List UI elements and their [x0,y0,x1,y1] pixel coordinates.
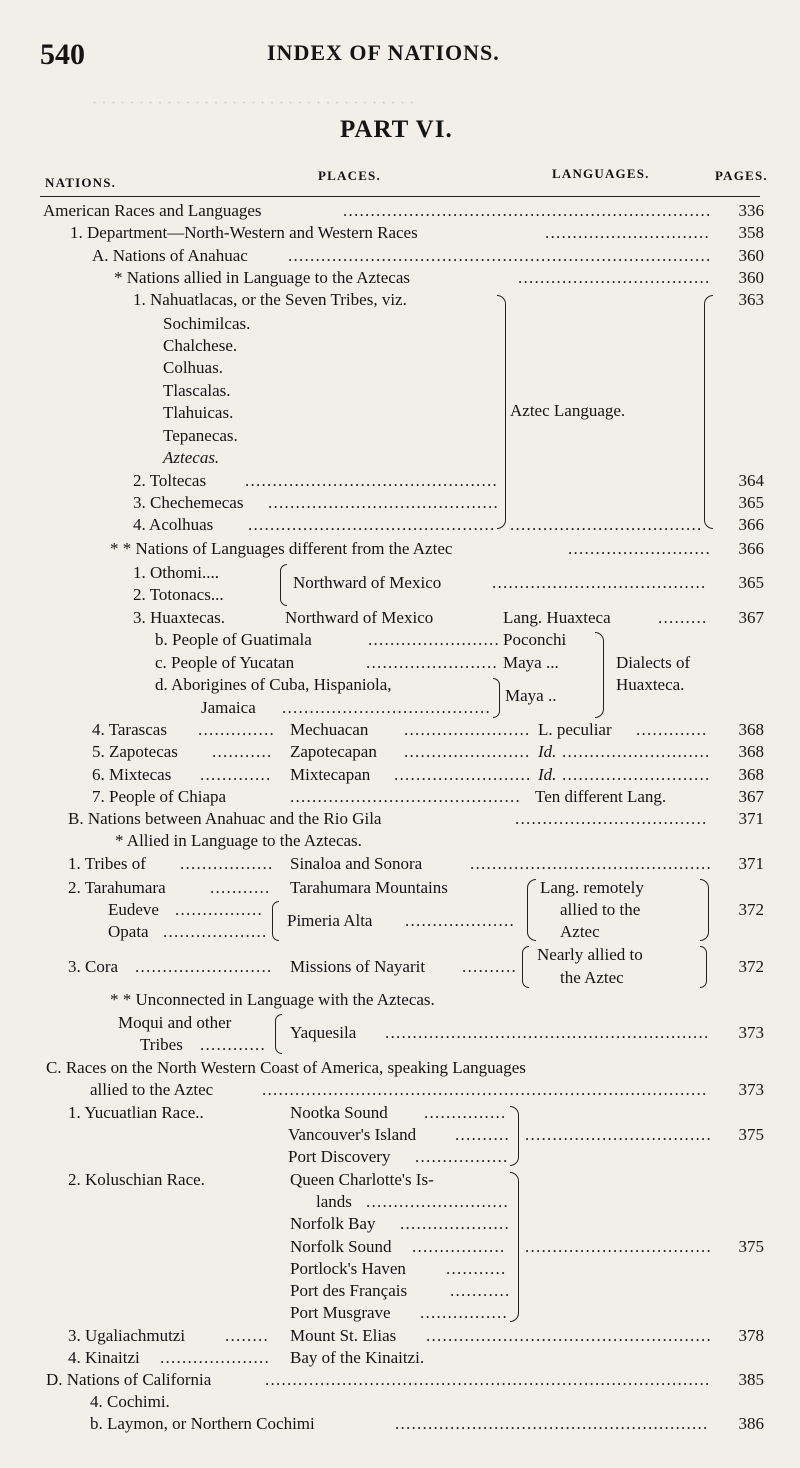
entry-tarascas: 4. Tarascas [92,720,167,739]
leader-dots [265,1369,710,1391]
bleed-through-text: · · · · · · · · · · · · · · · · · · · · · · · · · · · · · · · · · · · [92,95,415,112]
leader-dots [412,1236,508,1258]
page-ref: 368 [738,742,764,761]
leader-dots [248,514,497,536]
column-header-nations: NATIONS. [45,175,117,190]
leader-dots [404,719,529,741]
leader-dots [525,1124,710,1146]
page-ref: 366 [738,515,764,534]
place-port-musgrave: Port Musgrave [290,1303,391,1322]
entry-chechemecas: 3. Chechemecas [133,493,244,512]
leader-dots [568,538,710,560]
leader-dots [462,956,517,978]
language-peculiar: L. peculiar [538,720,612,739]
leader-dots [282,697,490,719]
brace [497,295,506,529]
leader-dots [455,1124,508,1146]
page-ref: 360 [738,246,764,265]
leader-dots [545,222,710,244]
entry-cora: 3. Cora [68,957,119,976]
leader-dots [200,1034,268,1056]
leader-dots [198,719,273,741]
column-header-pages: PAGES. [715,168,768,183]
leader-dots [175,899,265,921]
page-ref: 366 [738,539,764,558]
entry-othomi: 1. Othomi.... [133,563,219,582]
leader-dots [180,853,272,875]
page-ref: 336 [738,201,764,220]
leader-dots [200,764,272,786]
page-ref: 363 [738,290,764,309]
entry-races-nw-2: allied to the Aztec [90,1080,214,1099]
column-header-places: PLACES. [318,168,381,183]
leader-dots [262,1079,710,1101]
brace [272,901,279,941]
place-northward: Northward of Mexico [285,608,434,627]
leader-dots [450,1280,508,1302]
entry-rio-gila: B. Nations between Anahuac and the Rio Gila [68,809,382,828]
language-ten-different: Ten different Lang. [535,787,667,806]
place-yaquesila: Yaquesila [290,1023,357,1042]
page-ref: 365 [738,573,764,592]
leader-dots [400,1213,508,1235]
leader-dots [210,877,272,899]
leader-dots [268,492,497,514]
place-pimeria: Pimeria Alta [287,911,373,930]
page-ref: 360 [738,268,764,287]
place-mount-st-elias: Mount St. Elias [290,1326,397,1345]
entry-anahuac: A. Nations of Anahuac [92,246,248,265]
place-bay-kinaitzi: Bay of the Kinaitzi. [290,1348,425,1367]
brace [510,1172,519,1322]
place-tarahumara-mountains: Tarahumara Mountains [290,878,448,897]
entry-laymon: b. Laymon, or Northern Cochimi [90,1414,315,1433]
entry-moqui: Moqui and other [118,1013,232,1032]
page-ref: 365 [738,493,764,512]
page-ref: 373 [738,1023,764,1042]
leader-dots [562,764,710,786]
leader-dots [163,921,265,943]
leader-dots [420,1302,508,1324]
leader-dots [343,200,710,222]
tribe-tlahuicas: Tlahuicas. [163,403,234,422]
language-id: Id. [538,742,557,761]
place-port-discovery: Port Discovery [288,1147,391,1166]
place-norfolk-sound: Norfolk Sound [290,1237,392,1256]
header-rule [40,196,760,197]
place-vancouver: Vancouver's Island [288,1125,417,1144]
page-ref: 375 [738,1125,764,1144]
entry-american-races: American Races and Languages [43,201,262,220]
page-ref: 358 [738,223,764,242]
brace [510,1106,519,1166]
entry-different-languages: * * Nations of Languages different from the Aztec [110,539,453,558]
page-ref: 367 [738,608,764,627]
language-maya-2: Maya .. [505,686,557,705]
leader-dots [366,652,498,674]
brace [700,879,709,941]
running-title: INDEX OF NATIONS. [267,40,500,65]
place-port-des-francais: Port des Français [290,1281,408,1300]
page-ref: 372 [738,957,764,976]
dialects-label: Dialects of [616,653,691,672]
entry-huaxtecas: 3. Huaxtecas. [133,608,226,627]
page-ref: 375 [738,1237,764,1256]
entry-aborigines: d. Aborigines of Cuba, Hispaniola, [155,675,392,694]
entry-tribes-of: 1. Tribes of [68,854,146,873]
brace [595,632,604,718]
leader-dots [562,741,710,763]
page-ref: 373 [738,1080,764,1099]
place-queen-charlotte-2: lands [316,1192,352,1211]
language-remotely-3: Aztec [560,922,600,941]
brace [700,946,707,988]
tribe-colhuas: Colhuas. [163,358,223,377]
leader-dots [385,1022,710,1044]
entry-opata: Opata [108,922,149,941]
brace [275,1014,282,1054]
aztec-language: Aztec Language. [510,401,626,420]
place-missions: Missions of Nayarit [290,957,426,976]
language-nearly-allied: Nearly allied to [537,945,643,964]
place-northward: Northward of Mexico [293,573,442,592]
leader-dots [405,910,515,932]
place-mixtecapan: Mixtecapan [290,765,371,784]
brace [522,946,529,988]
tribe-tlascalas: Tlascalas. [163,381,231,400]
entry-ugaliachmutzi: 3. Ugaliachmutzi [68,1326,186,1345]
entry-acolhuas: 4. Acolhuas [133,515,214,534]
leader-dots [135,956,272,978]
leader-dots [395,1413,710,1435]
page-ref: 368 [738,765,764,784]
entry-eudeve: Eudeve [108,900,159,919]
leader-dots [366,1191,508,1213]
language-remotely-2: allied to the [560,900,641,919]
leader-dots [288,245,710,267]
entry-kinaitzi: 4. Kinaitzi [68,1348,140,1367]
brace [704,295,713,529]
leader-dots [426,1325,710,1347]
page-ref: 371 [738,809,764,828]
place-nootka: Nootka Sound [290,1103,388,1122]
entry-guatimala: b. People of Guatimala [155,630,312,649]
page-ref: 371 [738,854,764,873]
entry-yucuatlian: 1. Yucuatlian Race.. [68,1103,204,1122]
entry-chiapa: 7. People of Chiapa [92,787,227,806]
entry-department: 1. Department—North-Western and Western Races [70,223,418,242]
page-ref: 364 [738,471,764,490]
leader-dots [658,607,710,629]
entry-races-nw: C. Races on the North Western Coast of America, speaking Languages [46,1058,526,1077]
language-huaxteca: Lang. Huaxteca [503,608,611,627]
page-number: 540 [40,38,85,71]
entry-nahuatlacas: 1. Nahuatlacas, or the Seven Tribes, viz. [133,290,407,309]
leader-dots [518,267,710,289]
entry-yucatan: c. People of Yucatan [155,653,295,672]
place-sinaloa: Sinaloa and Sonora [290,854,423,873]
brace [527,879,536,941]
entry-zapotecas: 5. Zapotecas [92,742,178,761]
leader-dots [404,741,529,763]
entry-totonacs: 2. Totonacs... [133,585,224,604]
tribe-chalchese: Chalchese. [163,336,238,355]
page-ref: 378 [738,1326,764,1345]
entry-koluschian: 2. Koluschian Race. [68,1170,205,1189]
leader-dots [424,1102,508,1124]
place-portlock: Portlock's Haven [290,1259,406,1278]
place-mechuacan: Mechuacan [290,720,369,739]
entry-toltecas: 2. Toltecas [133,471,207,490]
language-maya: Maya ... [503,653,559,672]
entry-tarahumara: 2. Tarahumara [68,878,166,897]
entry-allied-aztecas: * Nations allied in Language to the Aztecas [114,268,410,287]
language-nearly-allied-2: the Aztec [560,968,624,987]
leader-dots [492,572,707,594]
place-norfolk-bay: Norfolk Bay [290,1214,376,1233]
dialects-label-2: Huaxteca. [616,675,685,694]
leader-dots [212,741,272,763]
page-ref: 368 [738,720,764,739]
leader-dots [525,1236,710,1258]
entry-unconnected: * * Unconnected in Language with the Aztecas. [110,990,435,1009]
language-poconchi: Poconchi [503,630,567,649]
entry-cochimi: 4. Cochimi. [90,1392,170,1411]
place-zapotecapan: Zapotecapan [290,742,377,761]
page-ref: 385 [738,1370,764,1389]
leader-dots [394,764,529,786]
page-ref: 367 [738,787,764,806]
brace [280,564,287,606]
part-title: PART VI. [340,116,453,143]
leader-dots [515,808,710,830]
leader-dots [446,1258,508,1280]
entry-aborigines-2: Jamaica [201,698,256,717]
language-remotely: Lang. remotely [540,878,644,897]
leader-dots [415,1146,508,1168]
leader-dots [160,1347,270,1369]
leader-dots [245,470,497,492]
page-ref: 386 [738,1414,764,1433]
language-id: Id. [538,765,557,784]
entry-mixtecas: 6. Mixtecas [92,765,172,784]
entry-moqui-2: Tribes [140,1035,183,1054]
leader-dots [225,1325,270,1347]
brace [493,678,500,718]
leader-dots [636,719,710,741]
tribe-aztecas: Aztecas. [163,448,220,467]
entry-california: D. Nations of California [46,1370,212,1389]
entry-allied-b: * Allied in Language to the Aztecas. [115,831,362,850]
tribe-tepanecas: Tepanecas. [163,426,238,445]
leader-dots [368,629,498,651]
leader-dots [290,786,522,808]
place-queen-charlotte: Queen Charlotte's Is- [290,1170,434,1189]
page-ref: 372 [738,900,764,919]
leader-dots [510,514,705,536]
tribe-sochimilcas: Sochimilcas. [163,314,251,333]
leader-dots [470,853,710,875]
column-header-languages: LANGUAGES. [552,166,650,181]
